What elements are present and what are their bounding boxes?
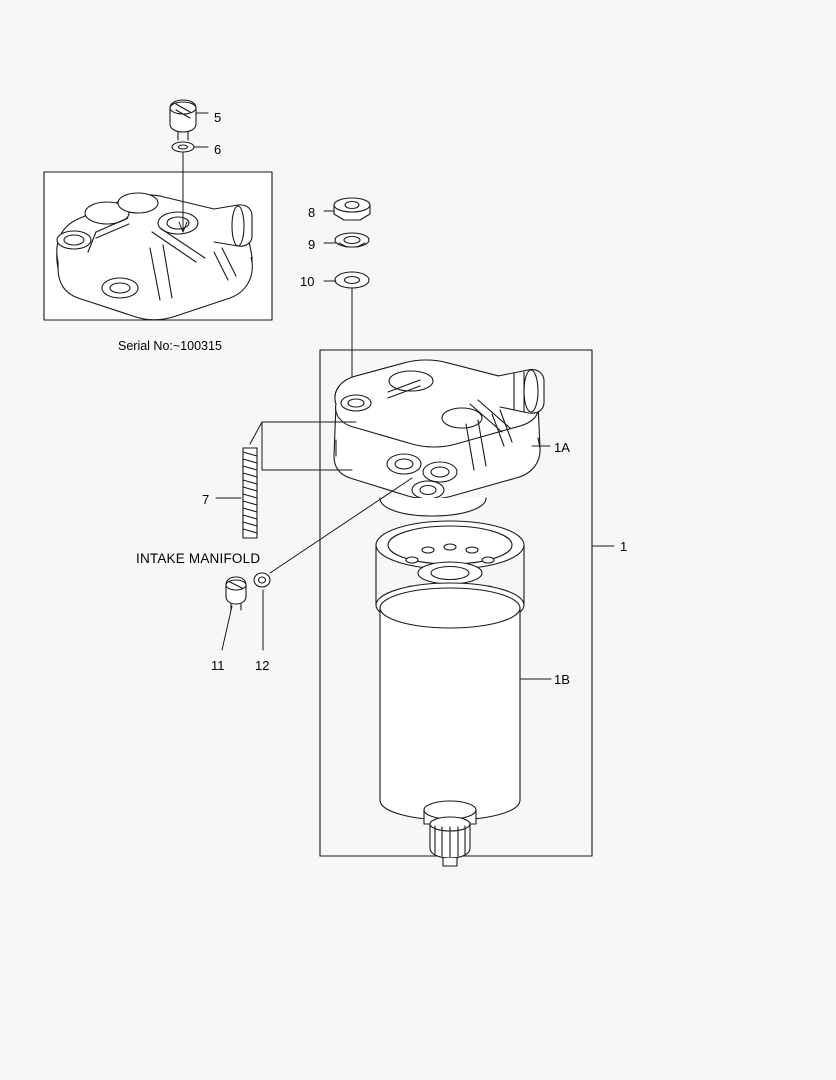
intake-manifold-note: INTAKE MANIFOLD (136, 551, 261, 566)
callout-10: 10 (300, 274, 315, 289)
part-1A-filter-head (334, 360, 544, 516)
part-11-plug (226, 577, 246, 610)
part-7-stud (243, 448, 257, 538)
callout-6: 6 (214, 142, 222, 157)
part-5-bolt (170, 100, 196, 140)
callout-9: 9 (308, 237, 316, 252)
part-8-nut (334, 198, 370, 220)
callout-11: 11 (211, 658, 225, 673)
callout-5: 5 (214, 110, 222, 125)
callout-8: 8 (308, 205, 316, 220)
callout-12: 12 (255, 658, 270, 673)
callout-1B: 1B (554, 672, 570, 687)
leader-11 (222, 606, 232, 650)
part-9-spring-washer (335, 233, 369, 247)
part-10-washer (335, 272, 369, 288)
callout-1: 1 (620, 539, 628, 554)
callout-7: 7 (202, 492, 210, 507)
part-6-washer (172, 142, 194, 152)
part-1B-filter-element (376, 521, 524, 866)
part-12-oring (254, 573, 270, 587)
filter-head-old-drawing (57, 193, 252, 320)
serial-note: Serial No:~100315 (118, 339, 222, 353)
callout-1A: 1A (554, 440, 570, 455)
